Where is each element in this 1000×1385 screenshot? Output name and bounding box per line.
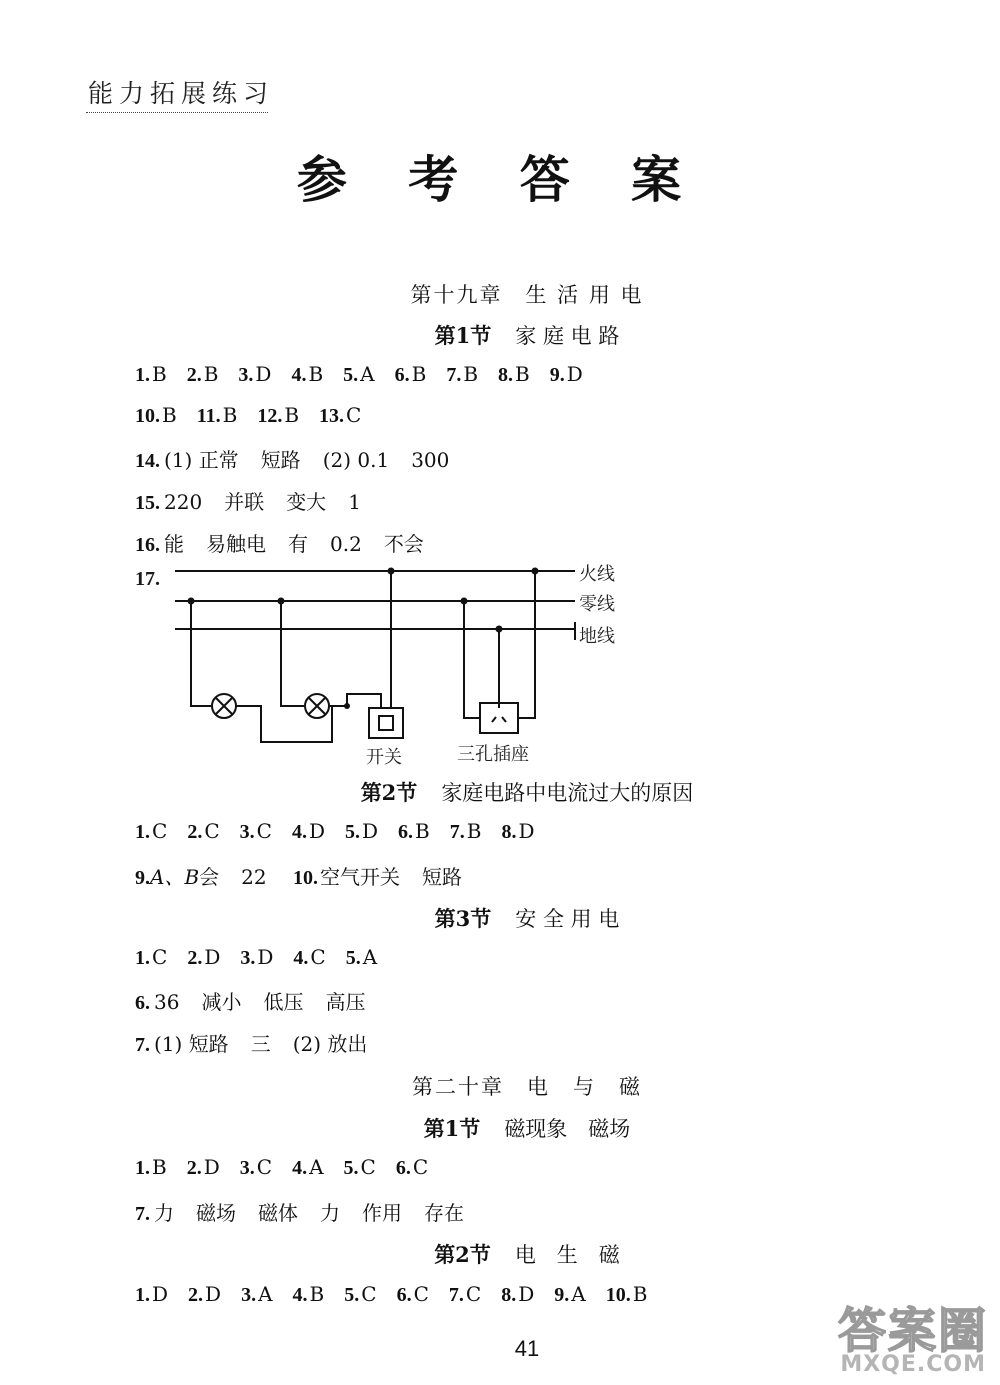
question-number: 6. [135,992,150,1014]
answer-choice: B [222,403,238,427]
section-number: 第3节 [434,906,492,931]
answer-text: 存在 [424,1201,464,1225]
answer-text: (2) 放出 [292,1032,368,1056]
question-number: 4. [291,821,307,843]
answer-text: 短路 [260,448,301,472]
question-number: 6. [396,1284,412,1306]
answer-item [187,1155,220,1180]
switch-icon [379,716,393,730]
question-number: 4. [292,1157,308,1179]
answer-row [135,945,397,970]
question-number: 3. [239,821,255,843]
answer-row: 9.A、B会 22 10. 空气开关 短路 [135,865,462,889]
answer-item [293,1282,325,1307]
answer-text: 力 [154,1201,174,1225]
question-number: 4. [292,1284,308,1306]
answer-choice: D [204,945,221,969]
answer-text: 0.2 [330,532,362,556]
answer-text: 低压 [263,990,304,1014]
answer-item [397,1282,429,1307]
question-number: 3. [240,947,256,969]
question-number: 5. [345,947,361,969]
answer-text: 有 [288,532,308,556]
question-number: 8. [498,364,514,386]
answer-choice: D [257,945,274,969]
question-number: 1. [135,821,150,843]
junction-dot [461,598,468,605]
question-number: 1. [135,1284,150,1306]
answer-item [501,1282,534,1307]
question-number: 10. [135,405,160,427]
answer-choice: D [205,1282,222,1306]
neutral-wire-label: 零线 [579,594,615,615]
answer-choice: B [162,403,177,427]
answer-choice: B [515,362,530,386]
section-title: 电 生 磁 [514,1243,620,1267]
question-number: 6. [395,1157,411,1179]
question-number: 3. [238,364,254,386]
answer-item [240,1155,272,1180]
answer-text: 36 [154,990,180,1014]
watermark-bottom: MXQE.COM [840,1352,986,1377]
question-number: 2. [188,1284,204,1306]
answer-choice: D [203,1155,220,1179]
answer-choice: C [465,1282,482,1306]
answer-choice: D [152,1282,169,1306]
question-number: 3. [239,1157,255,1179]
answer-choice: A [258,1282,273,1306]
question-number: 7. [135,1034,150,1056]
question-number: 6. [398,821,414,843]
answer-text: 能 [164,532,184,556]
junction-dot [344,703,350,709]
answer-item [292,819,325,844]
question-number: 1. [135,1157,150,1179]
answer-text: 不会 [383,532,424,556]
answer-choice: C [204,819,220,843]
question-number: 7. [448,1284,464,1306]
section-title: 家庭电路中电流过大的原因 [441,781,694,805]
answer-row [135,1028,367,1057]
answer-choice: C [152,945,168,969]
answer-item [293,945,325,970]
junction-dot [388,568,395,575]
question-number: 2. [186,364,202,386]
section-number: 第1节 [434,323,492,348]
answer-item [554,1282,585,1307]
question-number: 10. [605,1284,631,1306]
answer-item [135,1155,167,1180]
section-number: 第2节 [360,780,418,805]
question-number: 9. [554,1284,570,1306]
answer-choice: B [411,362,427,386]
question-number: 12. [257,405,283,427]
answer-choice: B [309,1282,325,1306]
section-heading [0,1239,1000,1269]
answer-text: (1) 短路 [154,1032,229,1056]
answer-text: 磁场 [196,1201,236,1225]
question-number: 13. [319,405,345,427]
answer-item [240,945,273,970]
answer-item [449,1282,481,1307]
answer-text: 易触电 [206,532,266,556]
answer-choice: A [309,1155,324,1179]
question-number: 9. [549,364,565,386]
socket-live-wire [518,571,535,718]
answer-choice: B [415,819,430,843]
answer-choice: C [346,403,362,427]
question-number: 2. [187,947,203,969]
answer-choice: C [360,1155,376,1179]
answer-choice: C [412,1155,429,1179]
question-number: 7. [135,1203,150,1225]
answer-item [135,819,167,844]
question-number: 6. [394,364,410,386]
answer-item [450,819,482,844]
answer-item [396,1155,428,1180]
question-number: 5. [344,1284,360,1306]
section-heading [0,777,1000,807]
answer-choice: B [203,362,219,386]
question-number: 14. [135,450,160,472]
section-title: 磁现象 磁场 [504,1117,631,1141]
section-heading [0,903,1000,933]
switch-box [369,708,403,738]
question-number: 17. [135,568,160,590]
ground-wire-label: 地线 [579,626,615,647]
answer-choice: D [566,362,583,386]
socket-neutral-wire [464,601,480,718]
answer-item [344,1155,376,1180]
answer-row [135,986,365,1015]
answer-text: 减小 [201,990,242,1014]
question-number: 2. [186,1157,202,1179]
section-title: 安 全 用 电 [515,907,620,931]
watermark-logo [810,1290,1000,1385]
lamp-branch-wire [281,601,304,706]
answer-choice: A [360,362,375,386]
junction-dot [278,598,285,605]
answer-choice: C [310,945,326,969]
question-number: 1. [135,364,150,386]
answer-choice: B [308,362,324,386]
answer-text: 并联 [224,490,265,514]
answer-item [398,819,430,844]
section-number: 第1节 [423,1116,481,1141]
answer-choice: C [413,1282,429,1306]
answer-item [240,819,272,844]
socket-pin [502,717,506,722]
answer-item [241,1282,272,1307]
series-title: 能力拓展练习 [88,79,275,108]
answer-choice: D [255,362,272,386]
question-number: 5. [344,821,360,843]
answer-text: 磁体 [258,1201,298,1225]
answer-choice: B [466,819,482,843]
answer-choice: B [152,362,167,386]
question-number: 7. [449,821,465,843]
answer-choice: B [463,362,479,386]
answer-choice: A [362,945,378,969]
page-title: 参 考 答 案 [296,150,704,209]
answer-choice: B [152,1155,167,1179]
answer-text: 三 [250,1032,271,1056]
question-number: 5. [343,1157,359,1179]
answer-choice: D [518,1282,535,1306]
answer-item [135,945,167,970]
switch-label: 开关 [366,747,402,768]
answer-text: 作用 [362,1201,402,1225]
answer-text: 力 [320,1201,340,1225]
answer-text: 高压 [325,990,366,1014]
switch-feed-wire [329,694,381,708]
answer-choice: D [361,819,379,843]
answer-item [606,1282,648,1307]
section-number: 第2节 [434,1242,491,1267]
chapter-20-heading: 第二十章 电 与 磁 [412,1075,642,1099]
junction-dot [188,598,195,605]
answer-row [135,819,554,844]
answer-item [188,1282,221,1307]
answer-choice: D [308,819,325,843]
question-number: 1. [135,947,150,969]
answer-text: 变大 [286,490,327,514]
answer-item [345,819,378,844]
page-number: 41 [514,1336,540,1361]
answer-row [135,1155,448,1180]
answer-choice: C [256,819,272,843]
answer-choice: D [518,819,535,843]
answer-item [292,1155,323,1180]
lamp-branch-wire [191,601,211,706]
answer-text: 1 [348,490,361,514]
junction-dot [496,626,503,633]
question-number: 5. [343,364,359,386]
question-number: 3. [241,1284,257,1306]
answer-row [135,1282,667,1307]
junction-dot [532,568,539,575]
section-title: 家 庭 电 路 [515,324,620,348]
answer-item [187,945,220,970]
question-number: 11. [196,405,221,427]
question-number: 2. [187,821,203,843]
answer-row [135,1197,464,1226]
question-number: 16. [135,534,160,556]
socket-pin [492,717,496,722]
answer-text: 220 [164,490,203,514]
watermark-top: 答案圈 [837,1303,988,1359]
answer-item [344,1282,376,1307]
section-heading [0,1113,1000,1143]
answer-choice: B [632,1282,648,1306]
answer-item [187,819,219,844]
live-wire-label: 火线 [579,564,615,585]
answer-choice: C [361,1282,377,1306]
answer-item [346,945,377,970]
answer-choice: B [284,403,300,427]
answer-text: (2) 0.1 [322,448,390,472]
question-number: 7. [446,364,462,386]
answer-choice: A [571,1282,586,1306]
question-number: 4. [293,947,309,969]
question-number: 4. [291,364,307,386]
chapter-19-heading: 第十九章 生 活 用 电 [410,283,644,307]
socket-label: 三孔插座 [457,744,529,765]
answer-text: (1) 正常 [164,448,239,472]
lamp-link-wire [236,706,332,742]
answer-item [135,1282,168,1307]
answer-item [501,819,534,844]
question-number: 15. [135,492,160,514]
answer-choice: C [256,1155,273,1179]
question-number: 8. [501,1284,517,1306]
answer-text: 300 [411,448,450,472]
question-number: 8. [501,821,517,843]
answer-choice: C [152,819,168,843]
